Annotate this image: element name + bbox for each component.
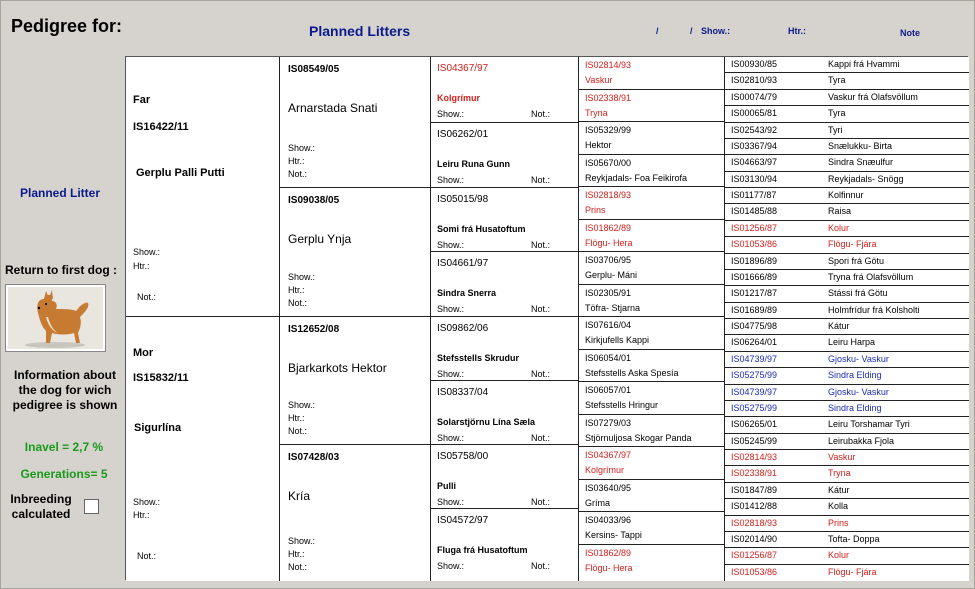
gen4-reg: IS02305/91 [585, 287, 632, 298]
gen5-dog-row[interactable] [724, 188, 969, 204]
gen3-name: Sindra Snerra [437, 288, 497, 298]
gen5-reg: IS05275/99 [731, 370, 778, 381]
gen4-reg: IS01862/89 [585, 547, 632, 558]
gen5-dog-row[interactable] [724, 57, 969, 73]
gen4-name: Gríma [585, 497, 611, 508]
gen2-reg: IS09038/05 [288, 195, 340, 206]
gen4-dog-cell[interactable] [578, 155, 724, 188]
gen5-name: Tryna [828, 468, 851, 479]
gen5-name: Tofta- Doppa [828, 533, 880, 544]
gen5-dog-row[interactable] [724, 270, 969, 286]
gen5-name: Sindra Elding [828, 402, 882, 413]
gen5-name: Stássi frá Götu [828, 288, 888, 299]
gen3-dog-cell[interactable] [430, 188, 578, 252]
gen5-name: Kolfinnur [828, 190, 864, 200]
gen4-name: Vaskur [585, 75, 613, 85]
gen3-reg: IS04367/97 [437, 63, 489, 74]
show-label: Show.: [133, 497, 161, 507]
gen5-name: Kolur [828, 550, 850, 561]
gen5-reg: IS06264/01 [731, 337, 778, 348]
gen5-reg: IS03130/94 [731, 173, 778, 184]
gen5-reg: IS04663/97 [731, 157, 778, 168]
gen4-name: Stefsstells Hringur [585, 400, 659, 410]
gen5-reg: IS02814/93 [731, 452, 778, 462]
gen5-name: Leirubakka Fjola [828, 435, 895, 446]
gen5-reg: IS01847/89 [731, 484, 778, 495]
gen5-reg: IS02543/92 [731, 124, 778, 135]
gen5-reg: IS01053/86 [731, 239, 778, 250]
gen5-name: Flögu- Fjára [828, 239, 877, 250]
gen5-dog-row[interactable] [724, 286, 969, 302]
not-label: Not.: [531, 561, 551, 571]
htr-label: Htr.: [288, 156, 305, 166]
gen4-name: Stefsstells Aska Spesía [585, 367, 679, 378]
gen4-name: Gerplu- Máni [585, 270, 638, 280]
gen5-reg: IS05245/99 [731, 435, 778, 446]
gen5-name: Tryna frá Olafsvöllum [828, 271, 914, 282]
gen5-name: Snælukku- Birta [828, 140, 893, 151]
gen5-name: Leiru Harpa [828, 337, 876, 348]
gen2-reg: IS12652/08 [288, 324, 340, 335]
gen5-reg: IS01256/87 [731, 550, 778, 561]
gen3-reg: IS09862/06 [437, 323, 489, 334]
gen5-name: Vaskur [828, 452, 856, 462]
mor-name: Sigurlína [134, 422, 182, 434]
gen5-dog-row[interactable] [724, 417, 969, 433]
not-label: Not.: [288, 562, 308, 572]
not-label: Not.: [531, 109, 551, 119]
show-label: Show.: [288, 272, 316, 282]
info-text: Information about the dog for wich pedigree is shown [12, 368, 118, 412]
gen4-reg: IS06057/01 [585, 385, 632, 395]
not-label: Not.: [531, 433, 551, 443]
gen4-dog-cell[interactable] [578, 545, 724, 581]
gen3-dog-cell[interactable] [430, 57, 578, 123]
inbreeding-checkbox[interactable] [84, 499, 99, 514]
gen3-name: Fluga frá Husatoftum [437, 545, 528, 555]
gen3-name: Kolgrímur [437, 93, 481, 103]
gen4-name: Tryna [585, 107, 608, 118]
gen3-dog-cell[interactable] [430, 123, 578, 188]
gen4-reg: IS02338/91 [585, 92, 632, 103]
far-reg: IS16422/11 [133, 121, 189, 133]
gen4-reg: IS07616/04 [585, 320, 632, 330]
show-label: Show.: [288, 400, 316, 410]
far-role: Far [133, 94, 151, 106]
gen2-dog-cell[interactable] [279, 188, 430, 317]
show-label: Show.: [437, 240, 465, 250]
gen5-reg: IS01177/87 [731, 190, 777, 200]
header-slash-1: / [656, 26, 659, 36]
show-label: Show.: [437, 175, 465, 185]
gen5-dog-row[interactable] [724, 352, 969, 368]
gen5-reg: IS02014/90 [731, 533, 778, 544]
planned-litters-link[interactable]: Planned Litters [309, 23, 411, 39]
gen5-name: Spori frá Götu [828, 255, 885, 266]
inbreeding-calculated-label: Inbreeding calculated [10, 492, 72, 521]
gen4-reg: IS02818/93 [585, 190, 632, 200]
gen5-name: Flögu- Fjára [828, 566, 877, 577]
far-name: Gerplu Palli Putti [136, 167, 225, 179]
not-label: Not.: [137, 551, 157, 561]
htr-label: Htr.: [288, 413, 305, 423]
gen5-dog-row[interactable] [724, 254, 969, 270]
gen4-reg: IS05670/00 [585, 157, 632, 168]
gen3-reg: IS04661/97 [437, 258, 489, 269]
not-label: Not.: [531, 304, 551, 314]
gen4-reg: IS05329/99 [585, 125, 632, 135]
htr-label: Htr.: [133, 510, 150, 520]
show-label: Show.: [437, 304, 465, 314]
not-label: Not.: [531, 175, 551, 185]
gen4-reg: IS04367/97 [585, 450, 632, 460]
gen4-dog-cell[interactable] [578, 317, 724, 350]
gen5-dog-row[interactable] [724, 221, 969, 237]
gen4-name: Reykjadals- Foa Feikirofa [585, 172, 688, 183]
gen5-name: Kolla [828, 501, 849, 512]
gen3-name: Stefsstells Skrudur [437, 353, 520, 363]
gen4-name: Prins [585, 205, 606, 215]
not-label: Not.: [137, 292, 157, 302]
gen3-name: Somi frá Husatoftum [437, 224, 526, 234]
header-slash-2: / [690, 26, 693, 36]
gen4-dog-cell[interactable] [578, 122, 724, 155]
gen4-dog-cell[interactable] [578, 512, 724, 545]
gen4-dog-cell[interactable] [578, 480, 724, 513]
gen5-reg: IS03367/94 [731, 140, 778, 151]
header-htr-link[interactable]: Htr.: [788, 26, 806, 36]
gen3-name: Solarstjörnu Lína Sæla [437, 417, 536, 427]
not-label: Not.: [531, 240, 551, 250]
gen5-reg: IS02810/93 [731, 75, 778, 86]
gen4-name: Kolgrímur [585, 465, 625, 475]
return-to-first-dog-label: Return to first dog : [5, 263, 117, 277]
gen5-name: Holmfrídur frá Kolsholti [828, 304, 920, 315]
gen3-name: Pulli [437, 481, 457, 491]
gen5-name: Sindra Snæulfur [828, 157, 894, 168]
gen4-name: Flögu- Hera [585, 237, 633, 248]
gen5-dog-row[interactable] [724, 434, 969, 450]
show-label: Show.: [437, 497, 465, 507]
not-label: Not.: [288, 298, 308, 308]
planned-litter-link[interactable]: Planned Litter [19, 186, 100, 200]
dog-icon [8, 287, 103, 349]
gen4-name: Stjörnuljosa Skogar Panda [585, 432, 692, 443]
gen5-name: Gjosku- Vaskur [828, 353, 889, 364]
gen5-name: Kolur [828, 222, 850, 233]
gen5-dog-row[interactable] [724, 155, 969, 171]
gen5-dog-row[interactable] [724, 516, 969, 532]
gen4-name: Flögu- Hera [585, 562, 633, 573]
dog-photo-button[interactable] [6, 285, 105, 351]
show-label: Show.: [288, 143, 316, 153]
gen3-dog-cell[interactable] [430, 252, 578, 317]
gen5-reg: IS06265/01 [731, 419, 778, 430]
gen5-reg: IS00074/79 [731, 91, 778, 102]
gen4-name: Kirkjufells Kappi [585, 335, 650, 345]
gen5-dog-row[interactable] [724, 139, 969, 155]
page-title: Pedigree for: [11, 16, 123, 36]
gen5-name: Kátur [828, 321, 850, 331]
gen5-reg: IS04739/97 [731, 353, 778, 364]
gen1-mor-cell[interactable] [126, 317, 279, 581]
gen5-name: Tyra [828, 108, 846, 119]
show-label: Show.: [437, 433, 465, 443]
gen5-dog-row[interactable] [724, 335, 969, 351]
gen4-reg: IS06054/01 [585, 352, 632, 363]
gen3-reg: IS06262/01 [437, 129, 489, 140]
gen4-reg: IS02814/93 [585, 60, 632, 70]
gen5-reg: IS04739/97 [731, 386, 778, 397]
gen2-dog-cell[interactable] [279, 317, 430, 445]
not-label: Not.: [288, 426, 308, 436]
gen4-dog-cell[interactable] [578, 252, 724, 285]
gen2-name: Arnarstada Snati [288, 101, 378, 115]
gen1-far-cell[interactable] [126, 57, 279, 317]
gen2-name: Gerplu Ynja [288, 232, 352, 246]
gen4-reg: IS07279/03 [585, 417, 632, 428]
gen5-name: Tyri [828, 124, 843, 135]
gen5-dog-row[interactable] [724, 123, 969, 139]
gen3-reg: IS05015/98 [437, 194, 489, 205]
mor-reg: IS15832/11 [133, 372, 189, 384]
pedigree-table [125, 56, 968, 580]
gen4-reg: IS01862/89 [585, 222, 632, 233]
gen5-dog-row[interactable] [724, 499, 969, 515]
gen4-dog-cell[interactable] [578, 90, 724, 123]
gen3-dog-cell[interactable] [430, 445, 578, 509]
gen4-dog-cell[interactable] [578, 447, 724, 480]
show-label: Show.: [437, 369, 465, 379]
gen5-dog-row[interactable] [724, 73, 969, 89]
gen5-dog-row[interactable] [724, 483, 969, 499]
gen5-dog-row[interactable] [724, 106, 969, 122]
header-show-link[interactable]: Show.: [701, 26, 731, 36]
gen5-reg: IS00065/81 [731, 108, 778, 119]
gen5-dog-row[interactable] [724, 450, 969, 466]
gen4-dog-cell[interactable] [578, 220, 724, 253]
htr-label: Htr.: [288, 285, 305, 295]
gen5-name: Raisa [828, 206, 852, 217]
gen5-reg: IS01053/86 [731, 566, 778, 577]
gen5-reg: IS04775/98 [731, 321, 778, 331]
gen4-dog-cell[interactable] [578, 57, 724, 90]
gen5-dog-row[interactable] [724, 401, 969, 417]
gen5-name: Reykjadals- Snögg [828, 173, 904, 184]
gen5-dog-row[interactable] [724, 466, 969, 482]
not-label: Not.: [288, 169, 308, 179]
gen5-reg: IS01217/87 [731, 288, 778, 299]
gen5-dog-row[interactable] [724, 237, 969, 253]
gen5-reg: IS01666/89 [731, 271, 778, 282]
gen2-dog-cell[interactable] [279, 445, 430, 581]
gen5-reg: IS05275/99 [731, 402, 778, 413]
not-label: Not.: [531, 369, 551, 379]
gen5-name: Kappi frá Hvammi [828, 59, 900, 69]
gen2-reg: IS07428/03 [288, 452, 340, 463]
gen5-dog-row[interactable] [724, 90, 969, 106]
gen5-reg: IS01485/88 [731, 206, 778, 217]
gen5-dog-row[interactable] [724, 385, 969, 401]
htr-label: Htr.: [288, 549, 305, 559]
gen4-dog-cell[interactable] [578, 382, 724, 415]
gen2-dog-cell[interactable] [279, 57, 430, 188]
gen4-name: Kersins- Tappi [585, 530, 642, 540]
gen5-reg: IS00930/85 [731, 59, 778, 69]
gen5-dog-row[interactable] [724, 303, 969, 319]
gen3-name: Leiru Runa Gunn [437, 159, 510, 169]
not-label: Not.: [531, 497, 551, 507]
inavel-value: Inavel = 2,7 % [24, 440, 104, 454]
gen5-name: Sindra Elding [828, 370, 882, 381]
mor-role: Mor [133, 347, 154, 359]
gen5-name: Gjosku- Vaskur [828, 386, 889, 397]
gen2-name: Bjarkarkots Hektor [288, 361, 387, 375]
gen5-dog-row[interactable] [724, 204, 969, 220]
header-note-link[interactable]: Note [900, 28, 920, 38]
show-label: Show.: [133, 247, 161, 257]
show-label: Show.: [437, 561, 465, 571]
gen5-reg: IS01412/88 [731, 501, 778, 512]
gen5-name: Prins [828, 517, 849, 528]
gen5-dog-row[interactable] [724, 319, 969, 335]
gen4-dog-cell[interactable] [578, 187, 724, 220]
gen5-name: Tyra [828, 75, 846, 86]
gen4-reg: IS04033/96 [585, 515, 632, 525]
gen5-dog-row[interactable] [724, 532, 969, 548]
gen4-name: Hektor [585, 140, 612, 150]
gen3-dog-cell[interactable] [430, 317, 578, 381]
gen5-dog-row[interactable] [724, 172, 969, 188]
gen5-name: Vaskur frá Olafsvöllum [828, 91, 918, 102]
gen4-dog-cell[interactable] [578, 285, 724, 318]
gen3-reg: IS05758/00 [437, 451, 489, 462]
gen5-reg: IS01689/89 [731, 304, 778, 315]
gen5-dog-row[interactable] [724, 548, 969, 564]
gen5-dog-row[interactable] [724, 368, 969, 384]
gen3-reg: IS08337/04 [437, 387, 489, 398]
gen4-reg: IS03640/95 [585, 482, 632, 493]
gen4-reg: IS03706/95 [585, 255, 632, 265]
gen5-reg: IS01256/87 [731, 222, 778, 233]
gen5-reg: IS02818/93 [731, 517, 778, 528]
generations-value: Generations= 5 [20, 467, 108, 481]
gen4-name: Töfra- Stjarna [585, 302, 641, 313]
gen5-reg: IS02338/91 [731, 468, 778, 479]
gen2-reg: IS08549/05 [288, 64, 340, 75]
gen2-name: Kría [288, 489, 311, 503]
gen4-dog-cell[interactable] [578, 415, 724, 448]
show-label: Show.: [437, 109, 465, 119]
gen3-dog-cell[interactable] [430, 381, 578, 445]
gen5-reg: IS01896/89 [731, 255, 778, 266]
gen5-name: Kátur [828, 484, 850, 495]
htr-label: Htr.: [133, 261, 150, 271]
show-label: Show.: [288, 536, 316, 546]
gen5-name: Leiru Torshamar Tyri [828, 419, 910, 430]
gen5-dog-row[interactable] [724, 565, 969, 581]
gen4-dog-cell[interactable] [578, 350, 724, 383]
gen3-dog-cell[interactable] [430, 509, 578, 581]
gen3-reg: IS04572/97 [437, 515, 489, 526]
